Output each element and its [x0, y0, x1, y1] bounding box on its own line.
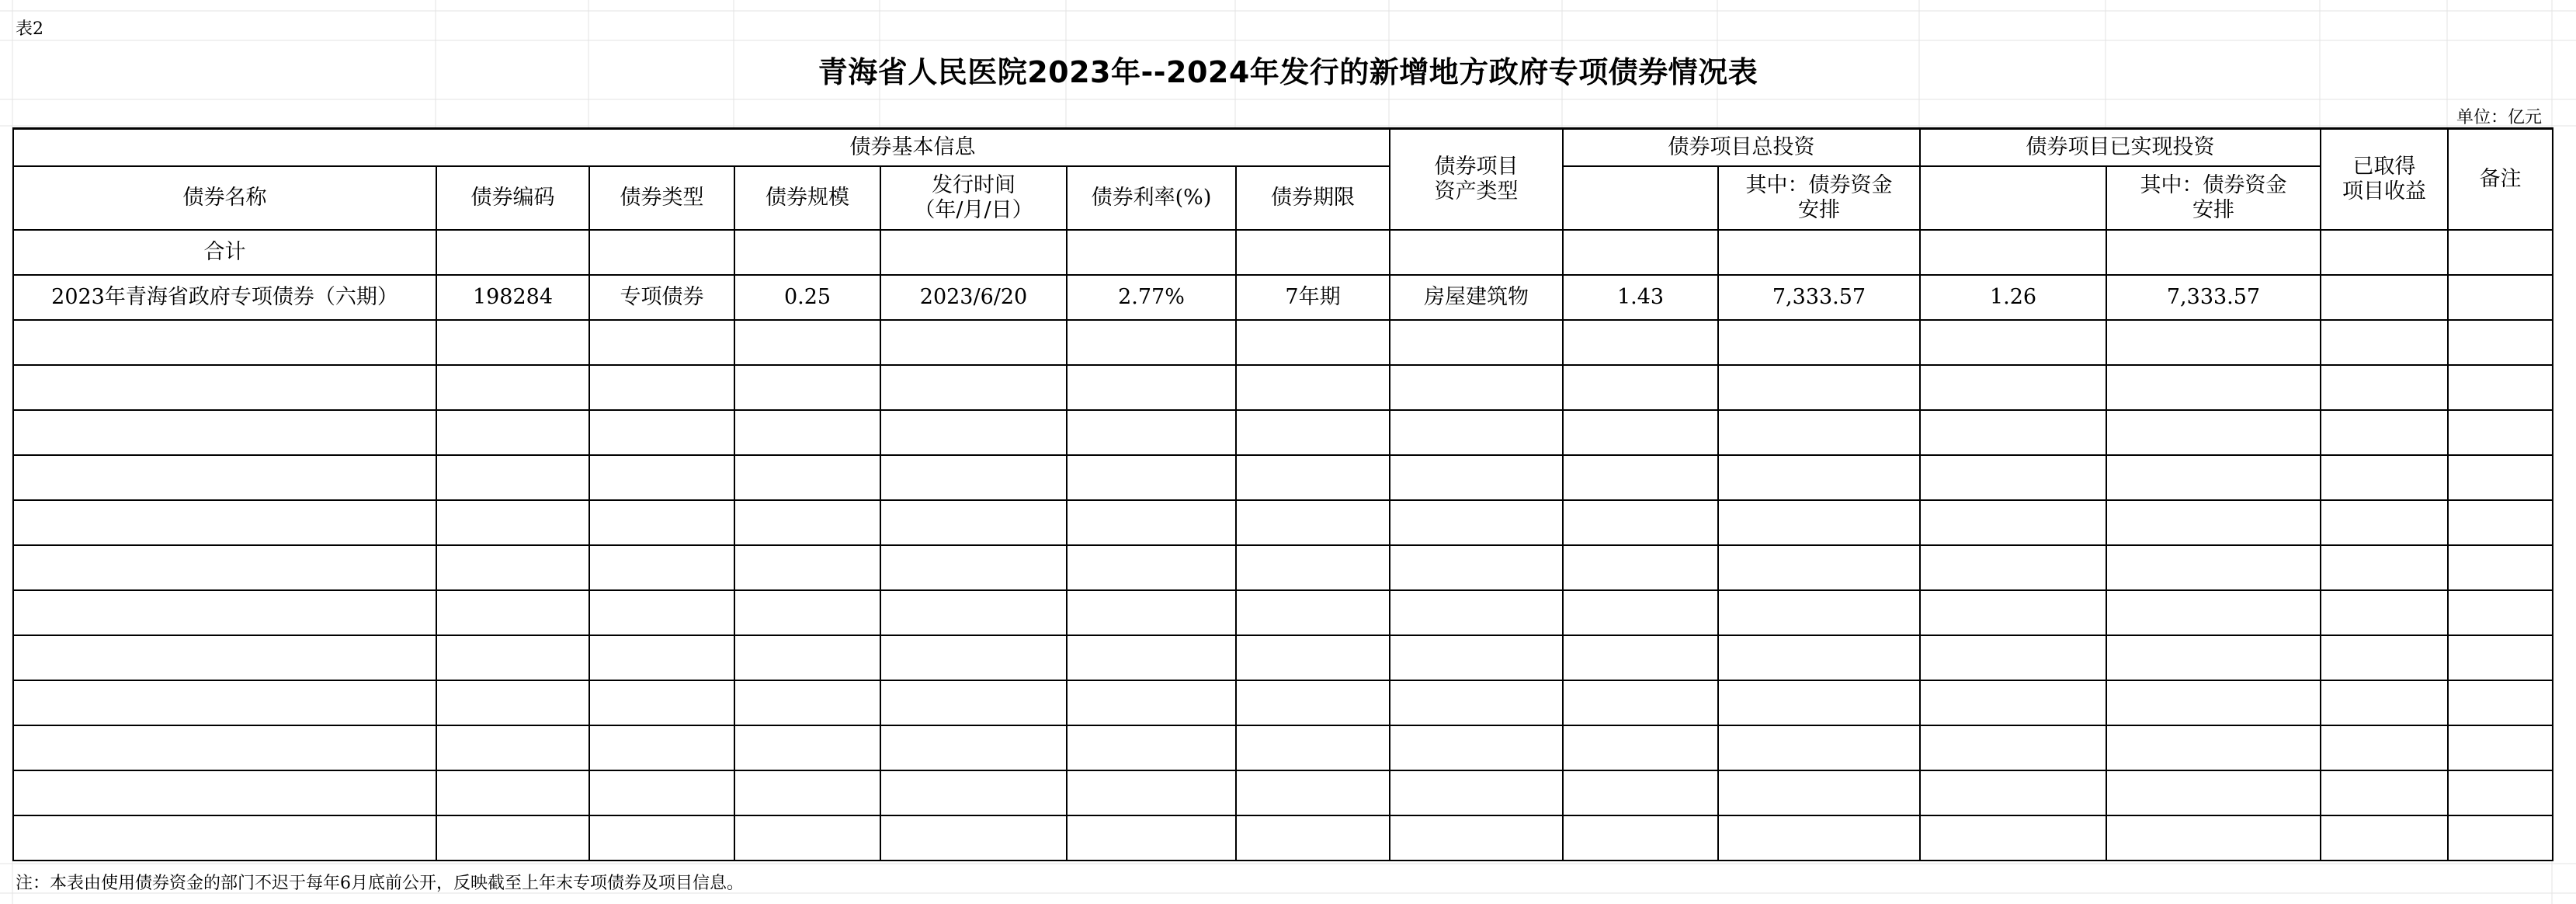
table-row [13, 815, 2553, 861]
empty-cell [2448, 500, 2553, 545]
header-remark: 备注 [2448, 129, 2553, 230]
empty-cell [1236, 770, 1390, 815]
empty-cell [734, 410, 880, 455]
empty-cell [1718, 725, 1920, 770]
empty-cell [436, 725, 589, 770]
cell-realized-invest: 1.26 [1920, 275, 2106, 320]
empty-cell [1920, 455, 2106, 500]
header-row-1 [13, 129, 2553, 166]
empty-cell [2106, 365, 2321, 410]
table-row [13, 635, 2553, 680]
table-row [13, 275, 2553, 320]
header-bond-code: 债券编码 [436, 166, 589, 230]
empty-cell [1067, 680, 1236, 725]
bond-table [12, 127, 2553, 861]
empty-cell [2448, 635, 2553, 680]
empty-cell [1236, 365, 1390, 410]
cell-asset-type: 房屋建筑物 [1390, 275, 1563, 320]
empty-cell [1920, 725, 2106, 770]
cell-issue-date: 2023/6/20 [880, 275, 1067, 320]
footnote: 注：本表由使用债券资金的部门不迟于每年6月底前公开，反映截至上年末专项债券及项目信息。 [16, 874, 745, 893]
empty-cell [13, 455, 436, 500]
empty-cell [13, 545, 436, 590]
empty-cell [1067, 410, 1236, 455]
empty-cell [2448, 410, 2553, 455]
empty-cell [1563, 320, 1718, 365]
empty-cell [1718, 455, 1920, 500]
total-row [13, 230, 2553, 275]
empty-cell [1920, 410, 2106, 455]
empty-cell [2106, 725, 2321, 770]
empty-cell [1718, 410, 1920, 455]
empty-cell [734, 365, 880, 410]
cell-bond-code: 198284 [436, 275, 589, 320]
empty-cell [13, 365, 436, 410]
empty-cell [1563, 815, 1718, 861]
empty-cell [589, 365, 734, 410]
empty-cell [2106, 815, 2321, 861]
table-row [13, 545, 2553, 590]
empty-cell [880, 725, 1067, 770]
empty-cell [2106, 770, 2321, 815]
empty-cell [1563, 770, 1718, 815]
header-income: 已取得 项目收益 [2321, 129, 2448, 230]
empty-cell [1390, 500, 1563, 545]
empty-cell [2448, 770, 2553, 815]
table-row [13, 590, 2553, 635]
empty-cell [2106, 410, 2321, 455]
empty-cell [1390, 455, 1563, 500]
header-total-invest-blank [1563, 166, 1718, 230]
empty-cell [2448, 725, 2553, 770]
table-row [13, 680, 2553, 725]
empty-cell [1390, 410, 1563, 455]
empty-cell [2321, 725, 2448, 770]
empty-cell [2321, 410, 2448, 455]
empty-cell [436, 770, 589, 815]
empty-cell [1920, 680, 2106, 725]
cell-realized-invest-bond: 7,333.57 [2106, 275, 2321, 320]
empty-cell [436, 320, 589, 365]
empty-cell [734, 500, 880, 545]
empty-cell [1920, 635, 2106, 680]
empty-cell [13, 590, 436, 635]
cell-bond-scale: 0.25 [734, 275, 880, 320]
empty-cell [2448, 365, 2553, 410]
empty-cell [1920, 545, 2106, 590]
empty-cell [436, 545, 589, 590]
empty-cell [1236, 455, 1390, 500]
empty-cell [589, 500, 734, 545]
empty-cell [1718, 545, 1920, 590]
empty-cell [2321, 545, 2448, 590]
empty-cell [1236, 500, 1390, 545]
empty-cell [2106, 455, 2321, 500]
page-title: 青海省人民医院2023年--2024年发行的新增地方政府专项债券情况表 [818, 55, 1758, 89]
empty-cell [1067, 365, 1236, 410]
empty-cell [589, 410, 734, 455]
empty-cell [1718, 680, 1920, 725]
empty-cell [1067, 725, 1236, 770]
empty-cell [2106, 635, 2321, 680]
empty-cell [2321, 770, 2448, 815]
empty-cell [880, 590, 1067, 635]
empty-cell [734, 725, 880, 770]
table-row [13, 770, 2553, 815]
empty-cell [880, 770, 1067, 815]
empty-cell [436, 815, 589, 861]
empty-cell [1067, 545, 1236, 590]
empty-cell [13, 770, 436, 815]
cell-total-invest: 1.43 [1563, 275, 1718, 320]
empty-cell [2321, 455, 2448, 500]
total-row-label: 合计 [13, 230, 436, 275]
empty-cell [880, 455, 1067, 500]
empty-cell [1920, 770, 2106, 815]
empty-cell [1563, 410, 1718, 455]
empty-cell [589, 635, 734, 680]
empty-cell [589, 725, 734, 770]
empty-cell [1236, 815, 1390, 861]
empty-cell [2448, 815, 2553, 861]
empty-cell [880, 815, 1067, 861]
empty-cell [734, 815, 880, 861]
empty-cell [1920, 590, 2106, 635]
empty-cell [1718, 320, 1920, 365]
cell-term: 7年期 [1236, 275, 1390, 320]
cell-interest-rate: 2.77% [1067, 275, 1236, 320]
header-realized-invest-sub: 其中：债券资金 安排 [2106, 166, 2321, 230]
table-row [13, 320, 2553, 365]
empty-cell [1718, 590, 1920, 635]
empty-cell [589, 590, 734, 635]
header-group-basic: 债券基本信息 [436, 129, 1390, 166]
empty-cell [1067, 770, 1236, 815]
empty-cell [1718, 815, 1920, 861]
empty-cell [1390, 815, 1563, 861]
empty-cell [2106, 545, 2321, 590]
empty-cell [589, 680, 734, 725]
empty-cell [2448, 590, 2553, 635]
empty-cell [880, 320, 1067, 365]
empty-cell [1390, 770, 1563, 815]
empty-cell [589, 545, 734, 590]
empty-cell [880, 365, 1067, 410]
empty-cell [1390, 320, 1563, 365]
header-bond-name: 债券名称 [13, 166, 436, 230]
empty-cell [1920, 365, 2106, 410]
header-issue-date: 发行时间 （年/月/日） [880, 166, 1067, 230]
empty-cell [2321, 635, 2448, 680]
empty-cell [1563, 725, 1718, 770]
empty-cell [589, 770, 734, 815]
empty-cell [1390, 365, 1563, 410]
empty-cell [2321, 320, 2448, 365]
empty-cell [734, 770, 880, 815]
empty-cell [1920, 500, 2106, 545]
empty-cell [436, 455, 589, 500]
empty-cell [1067, 815, 1236, 861]
empty-cell [1236, 590, 1390, 635]
empty-cell [13, 680, 436, 725]
empty-rows [13, 320, 2553, 861]
cell-bond-name: 2023年青海省政府专项债券（六期） [13, 275, 436, 320]
empty-cell [1067, 320, 1236, 365]
empty-cell [13, 410, 436, 455]
empty-cell [1236, 545, 1390, 590]
empty-cell [880, 680, 1067, 725]
empty-cell [2106, 500, 2321, 545]
header-interest-rate: 债券利率(%) [1067, 166, 1236, 230]
empty-cell [2106, 680, 2321, 725]
empty-cell [1563, 545, 1718, 590]
empty-cell [436, 410, 589, 455]
cell-income [2321, 275, 2448, 320]
empty-cell [1390, 635, 1563, 680]
empty-cell [2321, 500, 2448, 545]
empty-cell [1236, 320, 1390, 365]
unit-label: 单位：亿元 [2456, 108, 2542, 127]
empty-cell [734, 680, 880, 725]
sheet-label: 表2 [16, 19, 43, 39]
empty-cell [1236, 680, 1390, 725]
table-row [13, 725, 2553, 770]
empty-cell [1718, 635, 1920, 680]
header-row-2 [13, 166, 2553, 230]
empty-cell [1718, 365, 1920, 410]
empty-cell [2448, 455, 2553, 500]
header-total-invest-sub: 其中：债券资金 安排 [1718, 166, 1920, 230]
empty-cell [1563, 455, 1718, 500]
cell-bond-type: 专项债券 [589, 275, 734, 320]
empty-cell [1563, 590, 1718, 635]
header-blank-cell [13, 129, 436, 166]
empty-cell [2448, 545, 2553, 590]
empty-cell [1067, 500, 1236, 545]
cell-remark [2448, 275, 2553, 320]
empty-cell [589, 320, 734, 365]
header-term: 债券期限 [1236, 166, 1390, 230]
empty-cell [734, 545, 880, 590]
table-row [13, 500, 2553, 545]
empty-cell [880, 410, 1067, 455]
empty-cell [1563, 635, 1718, 680]
header-realized-invest-blank [1920, 166, 2106, 230]
empty-cell [589, 455, 734, 500]
header-realized-invest: 债券项目已实现投资 [1920, 129, 2321, 166]
empty-cell [436, 590, 589, 635]
empty-cell [436, 365, 589, 410]
empty-cell [1390, 590, 1563, 635]
empty-cell [2448, 680, 2553, 725]
header-bond-type: 债券类型 [589, 166, 734, 230]
empty-cell [1920, 815, 2106, 861]
empty-cell [436, 635, 589, 680]
table-row [13, 455, 2553, 500]
empty-cell [1390, 725, 1563, 770]
empty-cell [1920, 320, 2106, 365]
empty-cell [880, 635, 1067, 680]
empty-cell [734, 320, 880, 365]
table-row [13, 410, 2553, 455]
empty-cell [2106, 320, 2321, 365]
empty-cell [2321, 680, 2448, 725]
empty-cell [1236, 410, 1390, 455]
table-row [13, 365, 2553, 410]
empty-cell [880, 500, 1067, 545]
empty-cell [1390, 545, 1563, 590]
empty-cell [734, 590, 880, 635]
header-bond-scale: 债券规模 [734, 166, 880, 230]
empty-cell [1236, 635, 1390, 680]
empty-cell [13, 320, 436, 365]
header-total-invest: 债券项目总投资 [1563, 129, 1920, 166]
empty-cell [1563, 500, 1718, 545]
empty-cell [734, 455, 880, 500]
cell-total-invest-bond: 7,333.57 [1718, 275, 1920, 320]
empty-cell [1563, 365, 1718, 410]
empty-cell [2321, 590, 2448, 635]
header-asset-type: 债券项目 资产类型 [1390, 129, 1563, 230]
empty-cell [1390, 680, 1563, 725]
empty-cell [589, 815, 734, 861]
empty-cell [1718, 770, 1920, 815]
empty-cell [1236, 725, 1390, 770]
empty-cell [13, 815, 436, 861]
empty-cell [13, 500, 436, 545]
empty-cell [436, 500, 589, 545]
empty-cell [880, 545, 1067, 590]
empty-cell [2321, 365, 2448, 410]
empty-cell [1718, 500, 1920, 545]
empty-cell [2321, 815, 2448, 861]
empty-cell [1563, 680, 1718, 725]
empty-cell [436, 680, 589, 725]
empty-cell [2106, 590, 2321, 635]
empty-cell [734, 635, 880, 680]
empty-cell [13, 725, 436, 770]
empty-cell [1067, 635, 1236, 680]
empty-cell [1067, 455, 1236, 500]
empty-cell [13, 635, 436, 680]
empty-cell [1067, 590, 1236, 635]
empty-cell [2448, 320, 2553, 365]
